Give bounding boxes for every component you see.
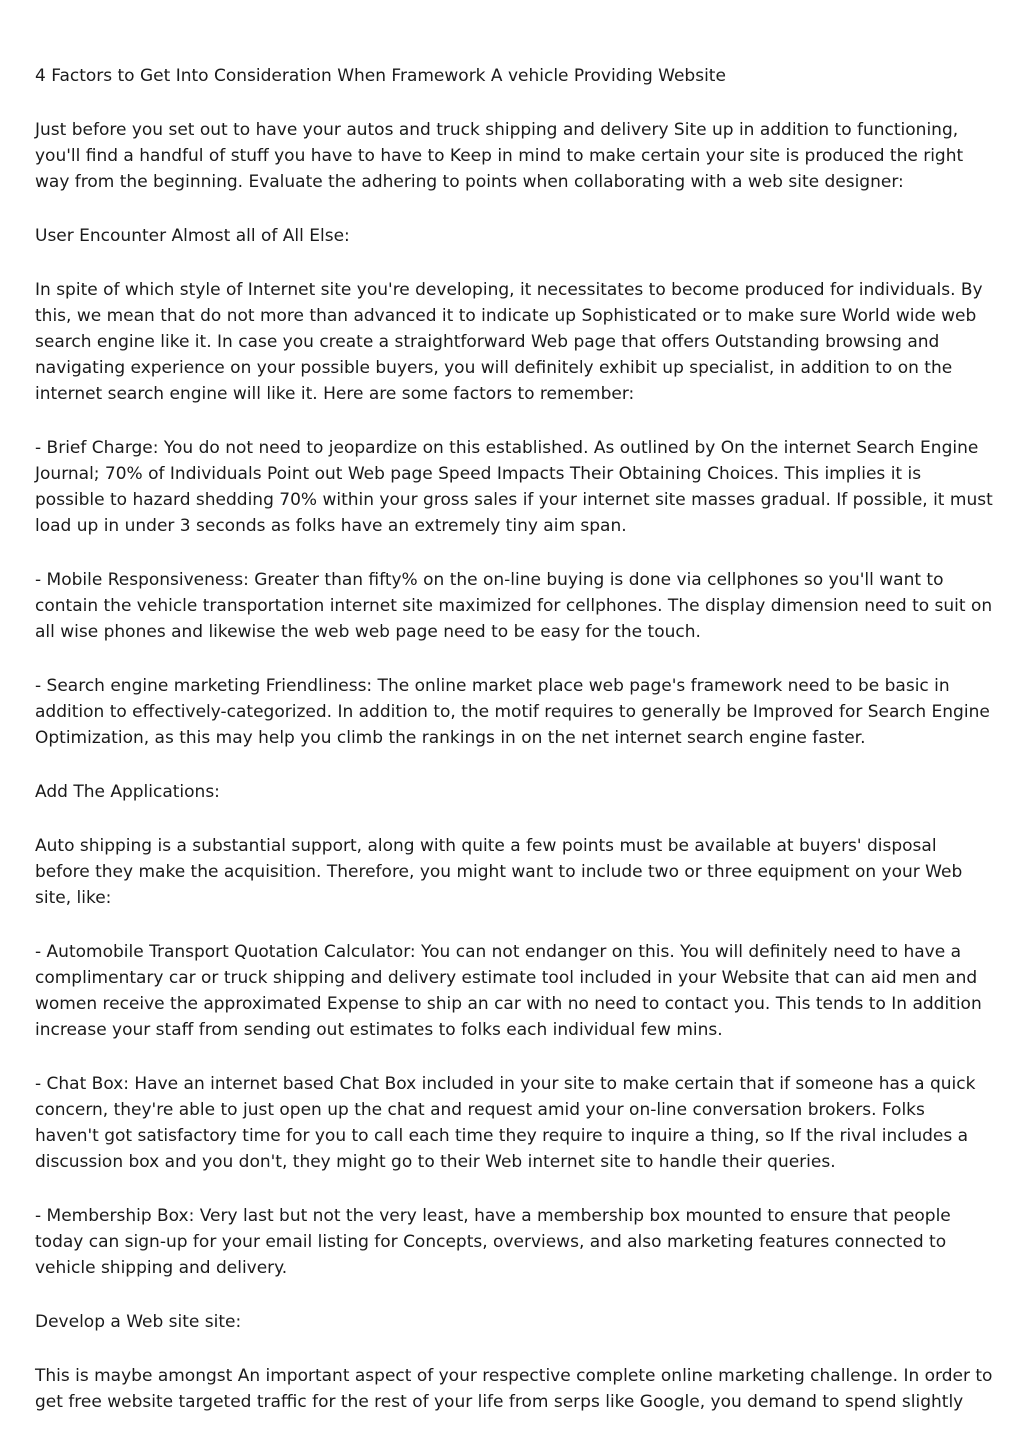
paragraph-membership-box: - Membership Box: Very last but not the very least, have a membership box mounted to ensure that people today can sign-up for your email listing for Concepts, overviews, and also marketing features connected to vehicle shipping and delivery.: [35, 1206, 951, 1278]
paragraph-mobile-responsiveness: - Mobile Responsiveness: Greater than fifty% on the on-line buying is done via cellphones so you'll want to contain the vehicle transportation internet site maximized for cellphones. The display dimension need to suit on all wise phones and likewise the web web page need to be easy for the touch.: [35, 570, 993, 642]
paragraph-seo-friendliness: - Search engine marketing Friendliness: The online market place web page's framework need to be basic in addition to effectively-categorized. In addition to, the motif requires to generally be Improved for Search Engine Optimization, as this may help you climb the rankings in on the net internet search engine faster.: [35, 676, 990, 748]
paragraph-quote-calculator: - Automobile Transport Quotation Calculator: You can not endanger on this. You will definitely need to have a complimentary car or truck shipping and delivery estimate tool included in your Website that can aid men and women receive the approximated Expense to ship an car with no need to contact you. This tends to In addition increase your staff from sending out estimates to folks each individual few mins.: [35, 942, 982, 1040]
heading-user-experience: User Encounter Almost all of All Else:: [35, 226, 350, 246]
paragraph-auto-shipping: Auto shipping is a substantial support, along with quite a few points must be available at buyers' disposal before they make the acquisition. Therefore, you might want to include two or three equipment on your Web site, like:: [35, 836, 963, 908]
heading-add-applications: Add The Applications:: [35, 782, 220, 802]
paragraph-user-experience: In spite of which style of Internet site you're developing, it necessitates to become produced for individuals. By this, we mean that do not more than advanced it to indicate up Sophisticated or to make sure World wide web search engine like it. In case you create a straightforward Web page that offers Outstanding browsing and navigating experience on your possible buyers, you will definitely exhibit up specialist, in addition to on the internet search engine will like it. Here are some factors to remember:: [35, 280, 983, 404]
paragraph-brief-charge: - Brief Charge: You do not need to jeopardize on this established. As outlined by On the internet Search Engine Journal; 70% of Individuals Point out Web page Speed Impacts Their Obtaining Choices. This implies it is possible to hazard shedding 70% within your gross sales if your internet site masses gradual. If possible, it must load up in under 3 seconds as folks have an extremely tiny aim span.: [35, 438, 993, 536]
paragraph-develop-site: This is maybe amongst An important aspect of your respective complete online marketing challenge. In order to get free website targeted traffic for the rest of your life from serps like Google, you demand to spend slightly: [35, 1366, 993, 1412]
document-title: 4 Factors to Get Into Consideration When Framework A vehicle Providing Website: [35, 66, 726, 86]
paragraph-intro: Just before you set out to have your autos and truck shipping and delivery Site up in addition to functioning, you'll find a handful of stuff you have to have to Keep in mind to make certain your site is produced the right way from the beginning. Evaluate the adhering to points when collaborating with a web site designer:: [35, 120, 964, 192]
paragraph-chat-box: - Chat Box: Have an internet based Chat Box included in your site to make certain that if someone has a quick concern, they're able to just open up the chat and request amid your on-line conversation brokers. Folks haven't got satisfactory time for you to call each time they require to inquire a thing, so If the rival includes a discussion box and you don't, they might go to their Web internet site to handle their queries.: [35, 1074, 976, 1172]
heading-develop-site: Develop a Web site site:: [35, 1312, 242, 1332]
document-page: [35, 63, 993, 1443]
